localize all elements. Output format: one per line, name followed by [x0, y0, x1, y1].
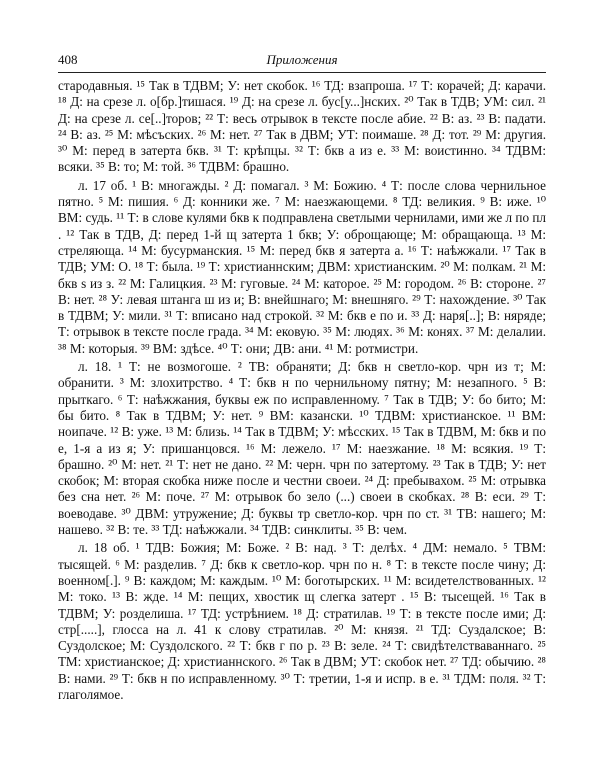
- page-body: [58, 78, 546, 705]
- page-header: [58, 52, 546, 70]
- header-rule: [58, 72, 546, 73]
- paragraph-folio-18v: л. 18 об. ¹ ТДВ: Божия; М: Боже. ² В: над. ³ Т: делѣх. ⁴ ДМ: немало. ⁵ ТВМ: тысящей. ⁶ М: разделив. ⁷ Д: бкв к светло-кор. чрн по н. ⁸ Т: в тексте после чину; Д: военном[.]. ⁹ В: каждом; М: каждым. ¹⁰ М: боготырских. ¹¹ М: всидетелствованных. ¹² М: токо. ¹³ В: жде. ¹⁴ М: пещих, хвостик щ слегка затерт . ¹⁵ В: тысещей. ¹⁶ Так в ТДВМ; У: розделиша. ¹⁷ ТД: устрѣнием. ¹⁸ Д: стратилав. ¹⁹ Т: в тексте после ими; Д: стр[.....], глосса на л. 41 к слову стратилав. ²⁰ М: князя. ²¹ ТД: Суздалское; В: Суздолское; М: Суздолского. ²² Т: бкв г по р. ²³ В: зеле. ²⁴ Т: свидѣтелстваваннаго. ²⁵ ТМ: христианское; Д: христианнского. ²⁶ Так в ДВМ; УТ: скобок нет. ²⁷ ТД: обычию. ²⁸ В: нами. ²⁹ Т: бкв н по исправленному. ³⁰ Т: третии, 1-я и испр. в е. ³¹ ТДМ: поля. ³² Т: глаголямое.: [58, 540, 546, 702]
- paragraph-folio-18: л. 18. ¹ Т: не возмогоше. ² ТВ: обраняти; Д: бкв н светло-кор. чрн из т; М: обранити. ³ М: злохитрство. ⁴ Т: бкв н по чернильному пятну; М: незапного. ⁵ В: прыткаго. ⁶ Т: наѣжжания, буквы еж по исправленному. ⁷ Так в ТДВ; У: бо бито; М: бы бито. ⁸ Так в ТДВМ; У: нет. ⁹ ВМ: казански. ¹⁰ ТДВМ: христианское. ¹¹ ВМ: ноипаче. ¹² В: уже. ¹³ М: близь. ¹⁴ Так в ТДВМ; У: мѣсских. ¹⁵ Так в ТДВМ, М: бкв и по е, 1-я а из я; У: пришанцовся. ¹⁶ М: лежело. ¹⁷ М: наезжание. ¹⁸ М: всякия. ¹⁹ Т: брашно. ²⁰ М: нет. ²¹ Т: нет не дано. ²² М: черн. чрн по затертому. ²³ Так в ТДВ; У: нет скобок; М: вторая скобка ниже после и честни своеи. ²⁴ Д: пребывахом. ²⁵ М: отрывка без сна нет. ²⁶ М: поче. ²⁷ М: отрывок бо зело (...) своеи в скобках. ²⁸ В: еси. ²⁹ Т: воеводаве. ³⁰ ДВМ: утружение; Д: буквы тр светло-кор. чрн по ст. ³¹ ТВ: нашего; М: нашево. ³² В: те. ³³ ТД: наѣжжали. ³⁴ ТДВ: синклиты. ³⁵ В: чем.: [58, 359, 546, 538]
- page-number: 408: [58, 52, 78, 67]
- paragraph-folio-17v: л. 17 об. ¹ В: многажды. ² Д: помагал. ³ М: Божию. ⁴ Т: после слова чернильное пятно. ⁵ М: пишия. ⁶ Д: конники же. ⁷ М: наезжающеми. ⁸ ТД: великия. ⁹ В: иже. ¹⁰ ВМ: судь. ¹¹ Т: в слове кулями бкв к подправлена светлыми чернилами, ими же л по пл . ¹² Так в ТДВ, Д: перед 1-й щ затерта 1 бкв; У: оброщающе; М: обращающа. ¹³ М: стреляюща. ¹⁴ М: бусурманския. ¹⁵ М: перед бкв я затерта а. ¹⁶ Т: наѣжжали. ¹⁷ Так в ТДВ; УМ: О. ¹⁸ Т: была. ¹⁹ Т: христианнским; ДВМ: христианским. ²⁰ М: полкам. ²¹ М: бкв ѕ из з. ²² М: Галицкия. ²³ М: гуговые. ²⁴ М: каторое. ²⁵ М: городом. ²⁶ В: стороне. ²⁷ В: нет. ²⁸ У: левая штанга ш из и; В: внейшнаго; М: внешняго. ²⁹ Т: нахождение. ³⁰ Так в ТДВМ; У: мили. ³¹ Т: вписано над строкой. ³² М: бкв е по и. ³³ Д: наря[..]; В: няряде; Т: отрывок в тексте после града. ³⁴ М: ековую. ³⁵ М: людях. ³⁶ М: конях. ³⁷ М: делалии. ³⁸ М: которыя. ³⁹ ВМ: здѣсе. ⁴⁰ Т: они; ДВ: ани. ⁴¹ М: ротмистри.: [58, 177, 546, 356]
- paragraph-continuation: стародавныя. ¹⁵ Так в ТДВМ; У: нет скобок. ¹⁶ ТД: взапроша. ¹⁷ Т: корачей; Д: карачи. ¹⁸ Д: на срезе л. о[бр.]тишася. ¹⁹ Д: на срезе л. бус[у...]нских. ²⁰ Так в ТДВ; УМ: сил. ²¹ Д: на срезе л. се[..]торов; ²² Т: весь отрывок в тексте после абие. ²² В: аз. ²³ В: падати. ²⁴ В: аз. ²⁵ М: мѣсъских. ²⁶ М: нет. ²⁷ Так в ДВМ; УТ: поимаше. ²⁸ Д: тот. ²⁹ М: другия. ³⁰ М: перед в затерта бкв. ³¹ Т: крѣпцы. ³² Т: бкв а из е. ³³ М: воистинно. ³⁴ ТДВМ: всяки. ³⁵ В: то; М: той. ³⁶ ТДВМ: брашно.: [58, 78, 546, 175]
- running-title: Приложения: [266, 52, 338, 67]
